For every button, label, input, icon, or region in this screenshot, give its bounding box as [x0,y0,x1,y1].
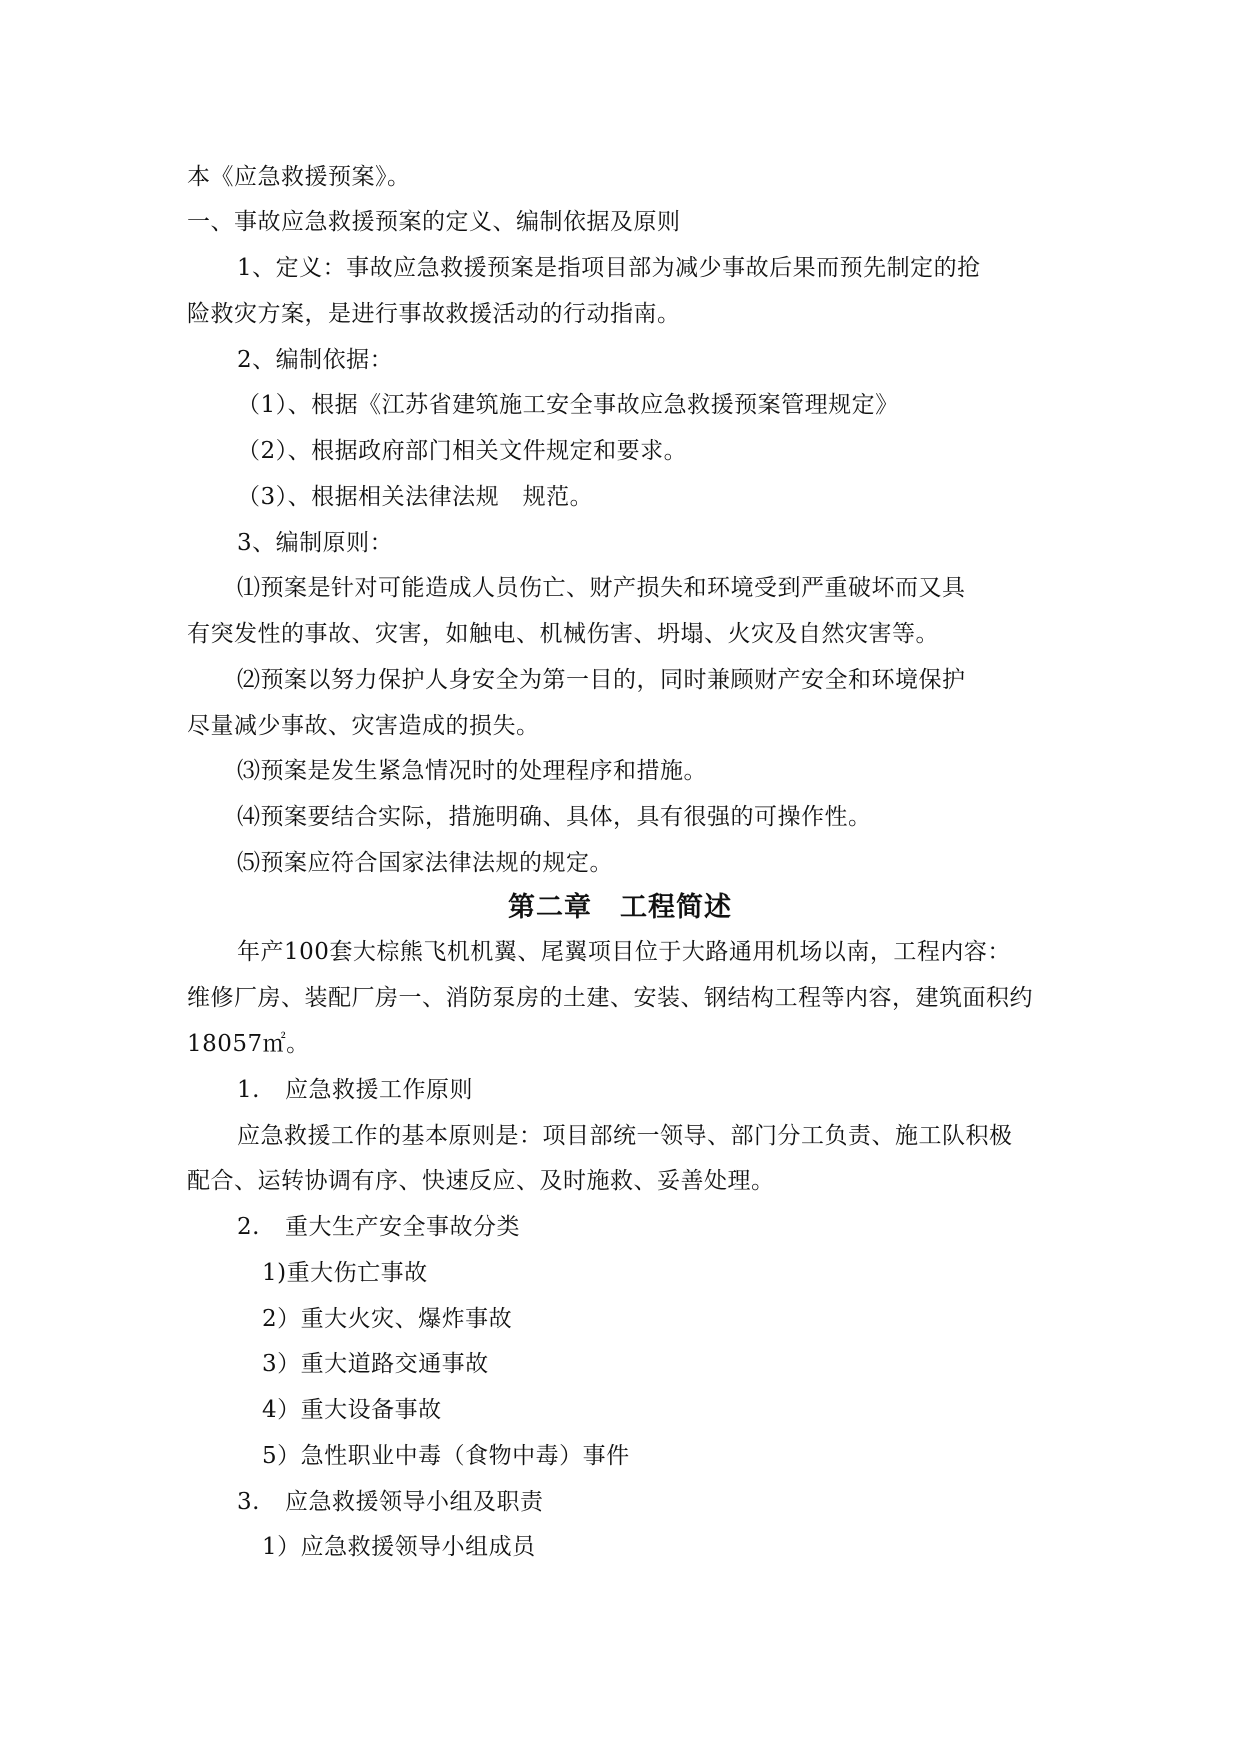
section-heading-3 [237,1487,544,1517]
text-line: 18057㎡。 [187,1031,310,1057]
text-line: （3）、根据相关法律法规 规范。 [237,484,594,510]
list-item: 5）急性职业中毒（食物中毒）事件 [262,1443,630,1469]
section-number: 2. [237,1214,260,1240]
section-heading-1 [237,1075,473,1105]
list-item: 2）重大火灾、爆炸事故 [262,1306,513,1332]
section-number: 1. [237,1077,260,1103]
text-line: ⑴预案是针对可能造成人员伤亡、财产损失和环境受到严重破坏而又具 [237,575,966,601]
text-line: （2）、根据政府部门相关文件规定和要求。 [237,438,688,464]
list-item: 3）重大道路交通事故 [262,1351,489,1377]
text-line: （1）、根据《江苏省建筑施工安全事故应急救援预案管理规定》 [237,392,899,418]
text-line: ⑸预案应符合国家法律法规的规定。 [237,850,613,876]
text-line: 2、编制依据： [237,347,394,373]
section-title: 重大生产安全事故分类 [285,1214,520,1240]
text-line: 尽量减少事故、灾害造成的损失。 [187,713,540,739]
list-item: 1）应急救援领导小组成员 [262,1534,536,1560]
text-line: 险救灾方案，是进行事故救援活动的行动指南。 [187,301,681,327]
text-line: ⑵预案以努力保护人身安全为第一目的，同时兼顾财产安全和环境保护 [237,667,966,693]
section-title: 应急救援工作原则 [285,1077,473,1103]
list-item: 1)重大伤亡事故 [262,1260,428,1286]
text-line: 维修厂房、装配厂房一、消防泵房的土建、安装、钢结构工程等内容，建筑面积约 [187,985,1033,1011]
text-line: 本《应急救援预案》。 [187,164,411,190]
section-heading-2 [237,1212,520,1242]
text-line: 应急救援工作的基本原则是：项目部统一领导、部门分工负责、施工队积极 [237,1123,1013,1149]
text-line: ⑷预案要结合实际，措施明确、具体，具有很强的可操作性。 [237,804,872,830]
section-heading: 一、事故应急救援预案的定义、编制依据及原则 [187,209,681,235]
section-title: 应急救援领导小组及职责 [285,1489,544,1515]
list-item: 4）重大设备事故 [262,1397,442,1423]
text-line: 有突发性的事故、灾害，如触电、机械伤害、坍塌、火灾及自然灾害等。 [187,621,939,647]
chapter-title: 第二章 工程简述 [508,892,732,923]
section-number: 3. [237,1489,260,1515]
text-line: 年产100套大棕熊飞机机翼、尾翼项目位于大路通用机场以南，工程内容： [237,939,1011,965]
text-line: 配合、运转协调有序、快速反应、及时施救、妥善处理。 [187,1168,775,1194]
text-line: 1、定义：事故应急救援预案是指项目部为减少事故后果而预先制定的抢 [237,255,981,281]
text-line: ⑶预案是发生紧急情况时的处理程序和措施。 [237,758,707,784]
text-line: 3、编制原则： [237,530,394,556]
